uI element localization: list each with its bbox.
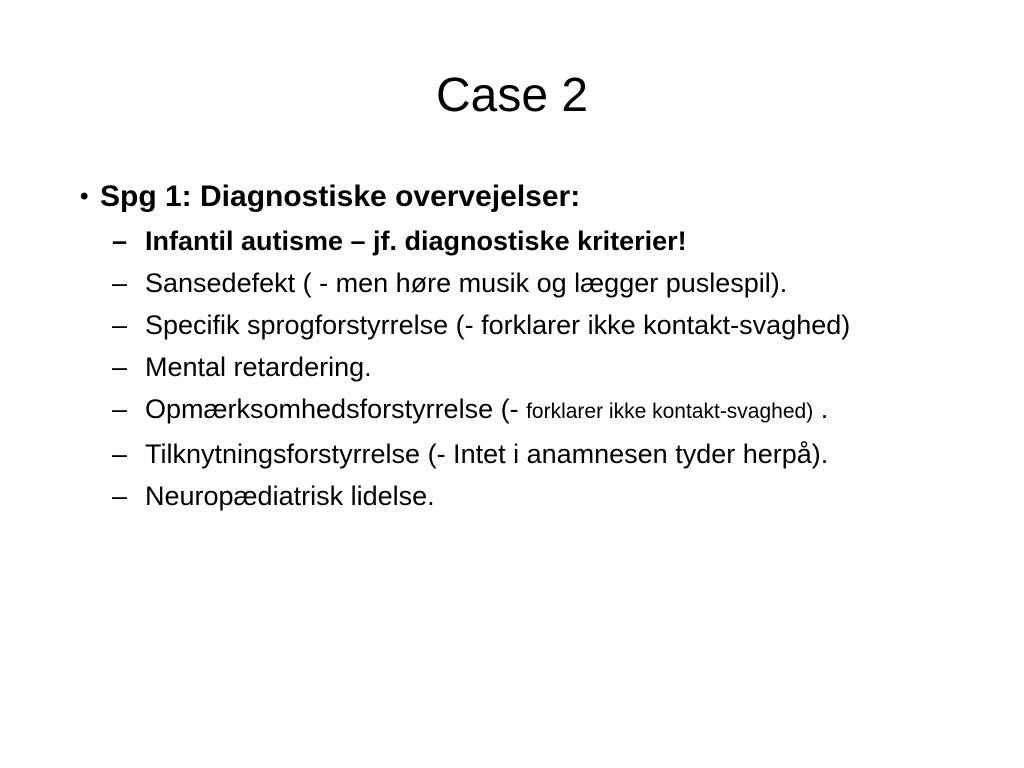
list-item-text: Opmærksomhedsforstyrrelse (- bbox=[145, 394, 527, 424]
slide-body bbox=[80, 176, 940, 523]
list-item bbox=[80, 310, 940, 340]
dash-icon: – bbox=[112, 268, 128, 298]
heading-text: Spg 1: Diagnostiske overvejelser: bbox=[100, 180, 581, 213]
list-item bbox=[80, 439, 940, 469]
list-item-text: Specifik sprogforstyrrelse (- forklarer ikke kontakt-svaghed) bbox=[145, 310, 851, 340]
list-item-text-end: . bbox=[813, 394, 829, 424]
list-item bbox=[80, 481, 940, 511]
list-item-text: Neuropædiatrisk lidelse. bbox=[145, 481, 435, 511]
bullet-heading bbox=[80, 176, 940, 218]
dash-icon: – bbox=[112, 226, 128, 256]
dash-icon: – bbox=[112, 352, 128, 382]
list-item-text: Infantil autisme – jf. diagnostiske kriterier! bbox=[145, 226, 687, 256]
list-item-small-text: forklarer ikke kontakt-svaghed) bbox=[526, 400, 814, 423]
dash-icon: – bbox=[112, 439, 128, 469]
slide-title: Case 2 bbox=[435, 69, 589, 122]
list-item-text: Tilknytningsforstyrrelse (- Intet i anamnesen tyder herpå). bbox=[145, 439, 829, 469]
dash-icon: – bbox=[112, 394, 128, 424]
list-item bbox=[80, 394, 940, 427]
dash-icon: – bbox=[112, 481, 128, 511]
bullet-icon: • bbox=[80, 183, 89, 210]
list-item-text: Sansedefekt ( - men høre musik og lægger puslespil). bbox=[145, 268, 788, 298]
list-item bbox=[80, 352, 940, 382]
dash-icon: – bbox=[112, 310, 128, 340]
list-item bbox=[80, 268, 940, 298]
list-item bbox=[80, 226, 940, 256]
list-item-text: Mental retardering. bbox=[145, 352, 372, 382]
